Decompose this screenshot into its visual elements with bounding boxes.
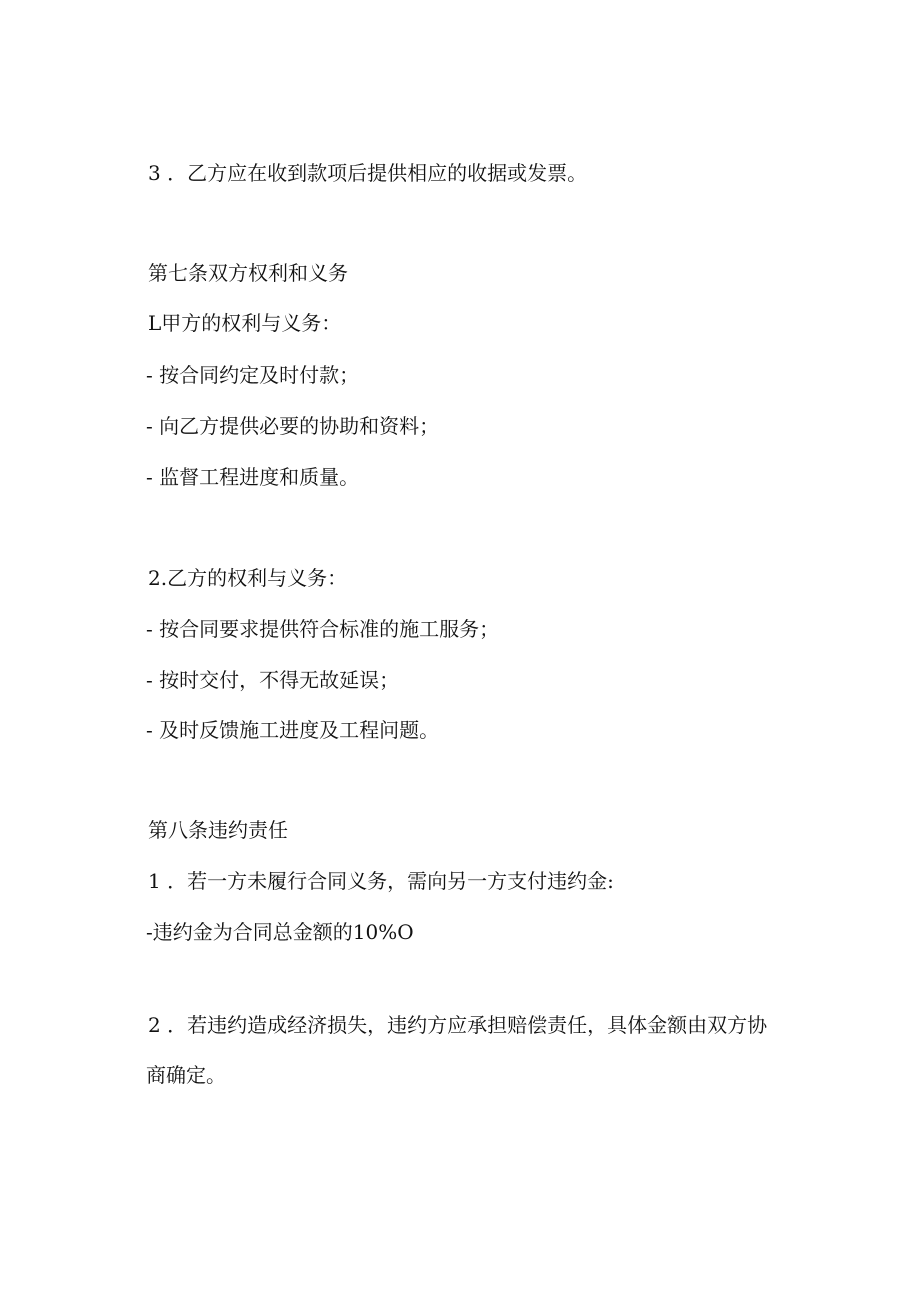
breach-item-1-detail: -违约金为合同总金额的10%O xyxy=(146,920,414,944)
party-a-duty-3: - 监督工程进度和质量。 xyxy=(146,465,360,489)
article-8-title: 第八条违约责任 xyxy=(148,818,288,842)
party-b-duty-1: - 按合同要求提供符合标准的施工服务； xyxy=(146,617,500,641)
breach-item-2-line-1: 2 ．若违约造成经济损失，违约方应承担赔偿责任，具体金额由双方协 xyxy=(148,1013,768,1037)
breach-item-1: 1 ．若一方未履行合同义务，需向另一方支付违约金: xyxy=(148,869,614,893)
party-b-heading: 2.乙方的权利与义务： xyxy=(148,566,348,590)
breach-item-2-line-2: 商确定。 xyxy=(146,1063,226,1087)
party-a-duty-2: - 向乙方提供必要的协助和资料； xyxy=(146,414,440,438)
article-7-title: 第七条双方权利和义务 xyxy=(148,261,348,285)
payment-item-3: 3 ．乙方应在收到款项后提供相应的收据或发票。 xyxy=(148,161,588,185)
party-a-heading: L甲方的权利与义务： xyxy=(148,311,342,335)
party-b-duty-3: - 及时反馈施工进度及工程问题。 xyxy=(146,718,440,742)
party-b-duty-2: - 按时交付，不得无故延误； xyxy=(146,668,400,692)
party-a-duty-1: - 按合同约定及时付款； xyxy=(146,363,360,387)
